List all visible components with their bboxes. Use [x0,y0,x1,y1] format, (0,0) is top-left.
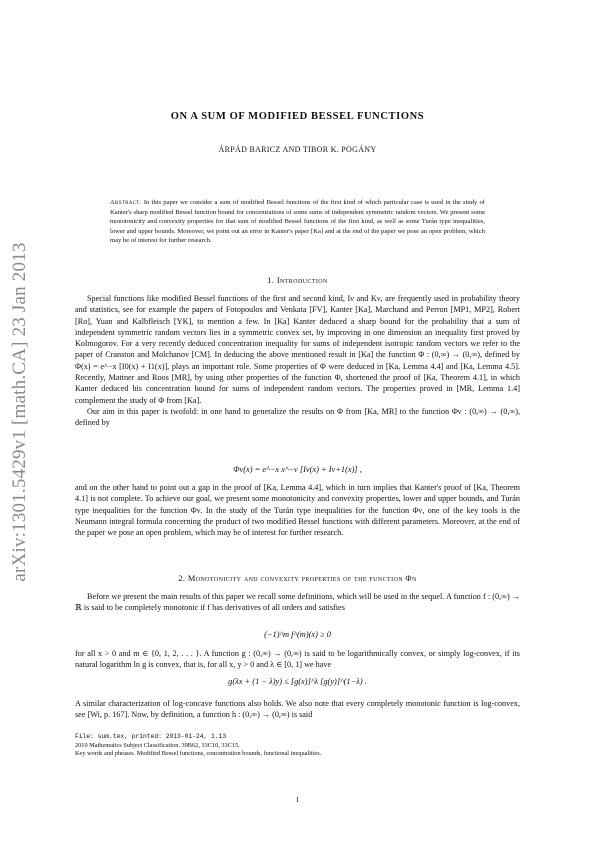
equation-phi-nu: Φν(x) = e^−x x^−ν [Iν(x) + Iν+1(x)] , [233,465,362,474]
section-2-body-3 [75,698,520,721]
abstract-text: In this paper we consider a sum of modified Bessel functions of the first kind of which particular case is used in the study of Kanter's sharp modified Bessel function bound for concentrations of some sums of independent symmetric random vectors. We present some monotonicity and convexity properties for that sum of modified Bessel functions of the first kind, as well as some Turán type inequalities, lower and upper bounds. Moreover, we point out an error in Kanter's paper [Ka] and at the end of the paper we pose an open problem, which may be of interest for further research. [110,199,486,245]
paper-authors: ÁRPÁD BARICZ AND TIBOR K. POGÁNY [218,145,377,154]
intro-paragraph-3: and on the other hand to point out a gap in the proof of [Ka, Lemma 4.4], which in turn implies that Kanter's proof of [Ka, Theorem 4.1] is not complete. To achieve our goal, we present some monotonicity and convexity properties, lower and upper bounds, and Turán type inequalities for the function Φν. In the study of the Turán type inequalities for the function Φν, one of the key tools is the Neumann integral formula concerning the product of two modified Bessel functions with different parameters. Moreover, at the end of the paper we pose an open problem, which may be of interest for further research. [75,483,520,538]
section-2-paragraph-3: A similar characterization of log-concave functions also holds. We also note that every completely monotonic function is log-convex, see [Wi, p. 167]. Now, by definition, a function h : (0,∞) → (0,∞) is said [75,699,520,720]
equation-complete-monotonic: (−1)^m f^(m)(x) ≥ 0 [264,630,331,639]
arxiv-identifier: arXiv:1301.5429v1 [math.CA] 23 Jan 2013 [9,242,30,582]
section-1-heading: 1. Introduction [267,276,328,285]
footnotes [75,733,520,759]
abstract [110,198,485,246]
equation-log-convex: g(λx + (1 − λ)y) ≤ [g(x)]^λ [g(y)]^(1−λ) . [228,677,367,686]
section-1-body [75,293,520,429]
section-2-heading: 2. Monotonicity and convexity properties of the function Φν [178,574,417,583]
section-2-paragraph-1: Before we present the main results of this paper we recall some definitions, which will be used in the sequel. A function f : (0,∞) → ℝ is said to be completely monotonic if f has derivatives of all orders and satisfies [75,592,520,613]
section-2-body [75,591,520,614]
page-number: 1 [295,795,300,804]
section-2-paragraph-2: for all x > 0 and m ∈ {0, 1, 2, . . . }. A function g : (0,∞) → (0,∞) is said to be logarithmically convex, or simply log-convex, if its natural logarithm ln g is convex, that is, for all x, y > 0 and λ ∈ [0, 1] we have [75,649,520,670]
keywords-line: Key words and phrases. Modified Bessel functions, concentration bounds, functional inequalities. [75,750,322,758]
intro-paragraph-1: Special functions like modified Bessel functions of the first and second kind, Iν and Kν, are frequently used in probability theory and statistics, see for example the papers of Fotopoulos and Venkata [FV], Kanter [Ka], Marchand and Perron [MP1, MP2], Robert [Ro], Yuan and Kalbfleisch [YK], to mention a few. In [Ka] Kanter deduced a sharp bound for the probability that a sum of independent symmetric random vectors lies in a symmetric convex set, by improving in one dimension an inequality first proved by Kolmogorov. For a very recently deduced concentration inequality for sums of independent isotropic random vectors we refer to the paper of Cranston and Molchanov [CM]. In deducing the above mentioned result in [Ka] the function Φ : (0,∞) → (0,∞), defined by Φ(x) = e^−x [I0(x) + I1(x)], plays an important role. Some properties of Φ were deduced in [Ka, Lemma 4.4] and [Ka, Lemma 4.5]. Recently, Mattner and Roos [MR], by using other properties of the function Φ, shortened the proof of [Ka, Theorem 4.1], in which Kanter deduced his concentration bound for sums of independent random vectors. The properties proved in [MR, Lemma 1.4] complement the study of Φ from [Ka]. [75,294,520,405]
arxiv-sidebar [0,0,40,842]
msc-classification: 2010 Mathematics Subject Classification. 39B62, 33C10, 33C15. [75,741,240,749]
section-2-body-2 [75,648,520,671]
section-1-body-continued [75,482,520,538]
file-info-line: File: sum.tex, printed: 2013-01-24, 1.13 [75,733,227,740]
paper-title: ON A SUM OF MODIFIED BESSEL FUNCTIONS [170,111,425,122]
intro-paragraph-2: Our aim in this paper is twofold: in one hand to generalize the results on Φ from [Ka, MR] to the function Φν : (0,∞) → (0,∞), defined by [75,406,520,428]
abstract-label: Abstract. [110,199,142,206]
